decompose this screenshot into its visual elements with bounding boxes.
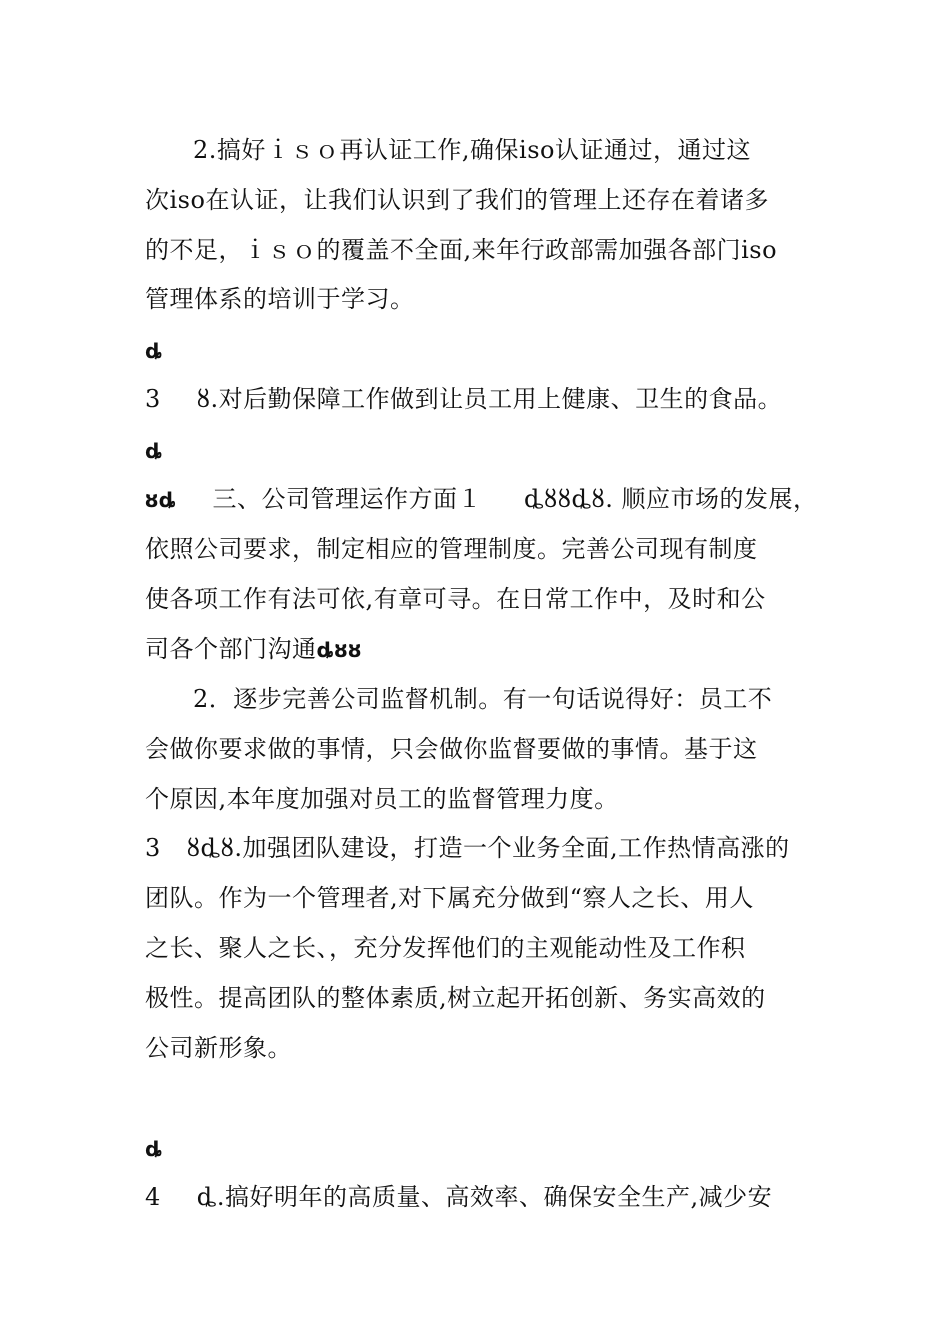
list-item-text: ȡȣȣȡȣ. 顺应市场的发展， [523, 485, 818, 513]
paragraph-line: 2.搞好ｉｓｏ再认证工作,确保iso认证通过，通过这 [193, 136, 751, 164]
section-heading-line [145, 483, 818, 516]
paragraph-line: 次iso在认证，让我们认识到了我们的管理上还存在着诸多 [145, 186, 769, 214]
paragraph-line [145, 383, 815, 415]
stray-glyph: ȡ [145, 439, 163, 463]
paragraph-line: 公司新形象。 [145, 1034, 292, 1062]
paragraph-line: 2．逐步完善公司监督机制。有一句话说得好：员工不 [193, 685, 773, 713]
list-number: 4 [145, 1183, 161, 1211]
list-item-text: ȣ.对后勤保障工作做到让员工用上健康、卫生的食品。 [196, 385, 783, 413]
paragraph-line: 团队。作为一个管理者,对下属充分做到“察人之长、用人 [145, 884, 754, 912]
paragraph-line: 会做你要求做的事情，只会做你监督要做的事情。基于这 [145, 735, 758, 763]
paragraph-line [145, 832, 815, 864]
paragraph-line: 之长、聚人之长、，充分发挥他们的主观能动性及工作积 [145, 934, 746, 962]
paragraph-line [145, 1181, 815, 1213]
paragraph-line [145, 633, 815, 666]
section-heading: 三、公司管理运作方面１ [212, 485, 482, 513]
list-item-text: ȣȡȣ.加强团队建设，打造一个业务全面,工作热情高涨的 [186, 834, 790, 862]
paragraph-line: 依照公司要求，制定相应的管理制度。完善公司现有制度 [145, 535, 758, 563]
stray-glyph: ȡ [145, 1137, 163, 1161]
paragraph-text: 司各个部门沟通 [145, 635, 317, 663]
stray-glyph: ȣȡ [145, 488, 177, 512]
list-number: 3 [145, 834, 161, 862]
paragraph-line: 极性。提高团队的整体素质,树立起开拓创新、务实高效的 [145, 984, 766, 1012]
stray-glyph: ȡ [145, 339, 163, 363]
paragraph-line: 个原因,本年度加强对员工的监督管理力度。 [145, 785, 619, 813]
paragraph-line: 的不足，ｉｓｏ的覆盖不全面,来年行政部需加强各部门iso [145, 236, 778, 264]
list-number: 3 [145, 385, 161, 413]
paragraph-line: 管理体系的培训于学习。 [145, 285, 415, 313]
list-item-text: ȡ.搞好明年的高质量、高效率、确保安全生产,减少安 [196, 1183, 773, 1211]
stray-glyph: ȡȣȣ [316, 638, 362, 662]
paragraph-line: 使各项工作有法可依,有章可寻。在日常工作中，及时和公 [145, 585, 766, 613]
